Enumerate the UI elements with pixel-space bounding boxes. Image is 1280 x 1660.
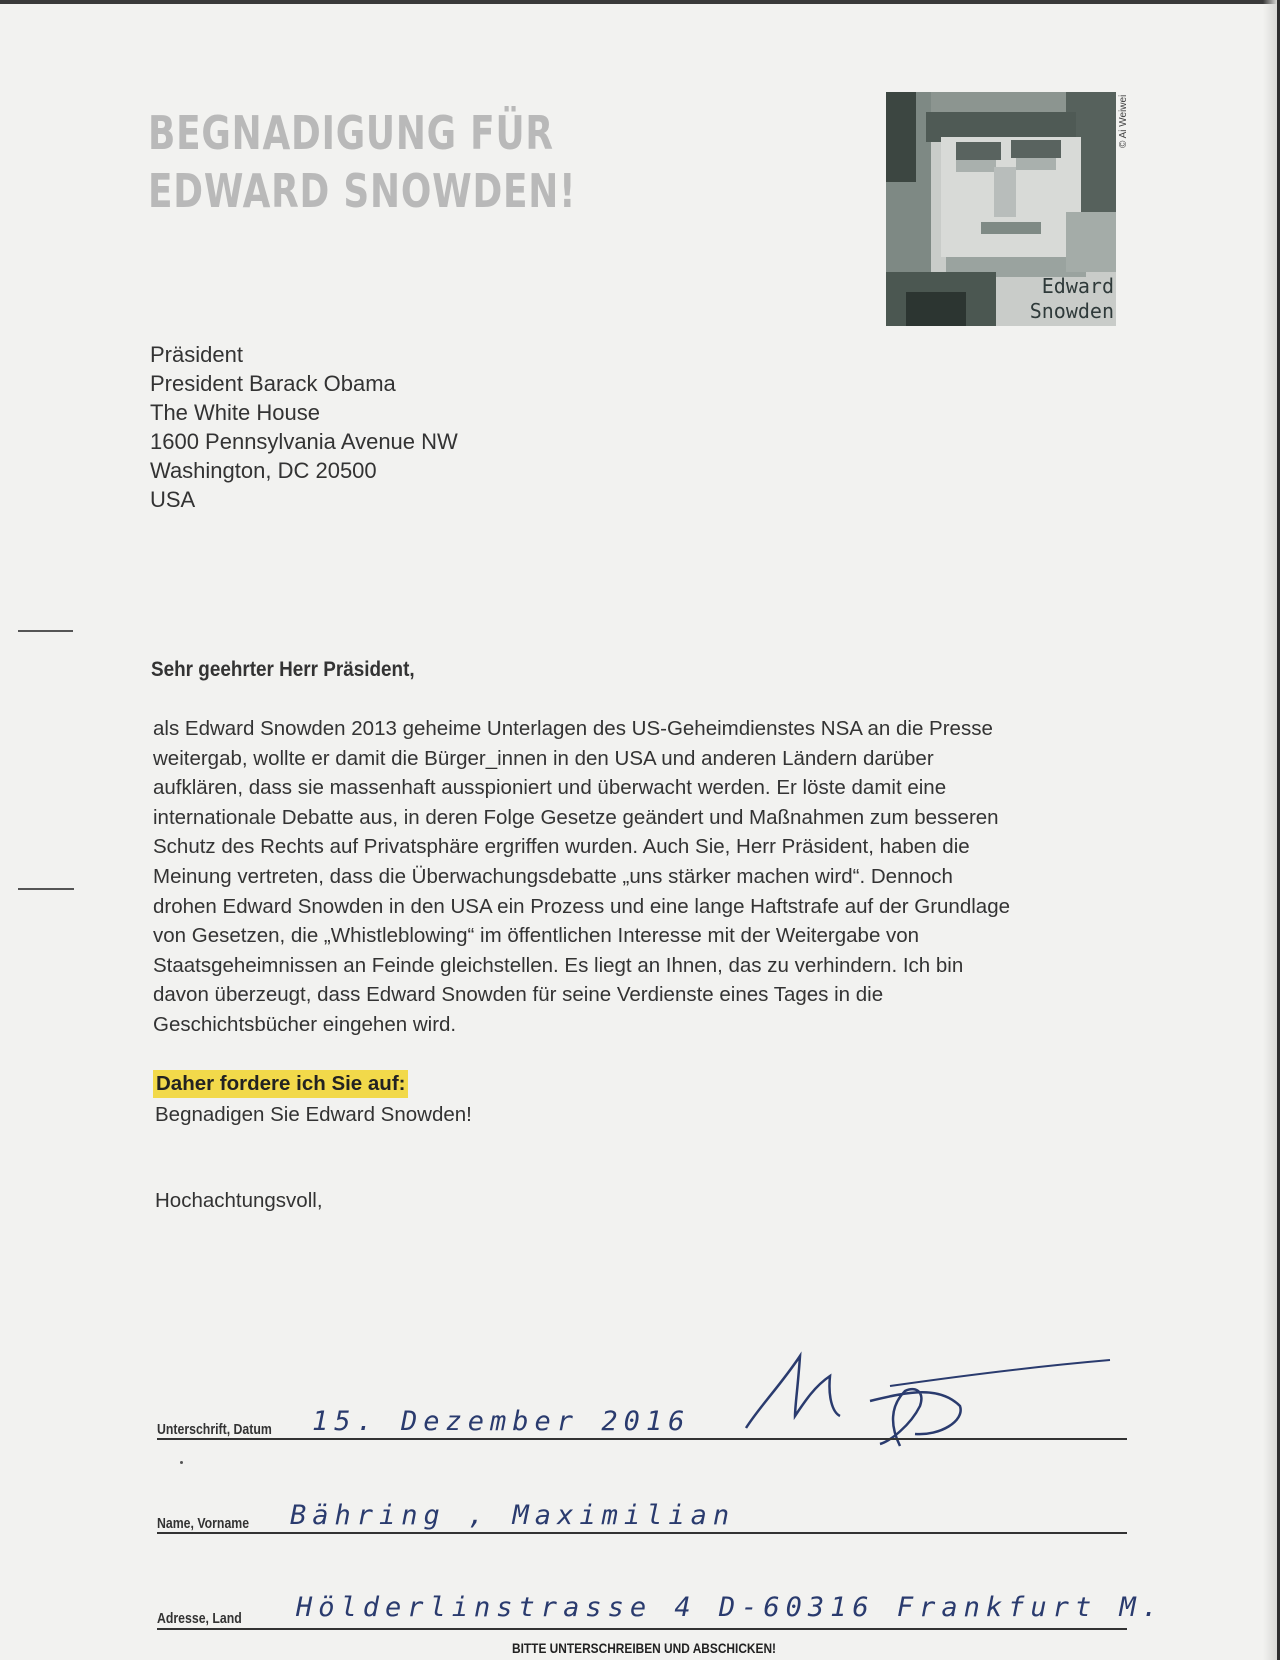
demand-text: Begnadigen Sie Edward Snowden!	[155, 1103, 472, 1126]
signature-date-label: Unterschrift, Datum	[157, 1421, 272, 1438]
name-label: Name, Vorname	[157, 1515, 250, 1532]
body-line: davon überzeugt, dass Edward Snowden für seine Verdienste eines Tages in die	[153, 983, 884, 1007]
address-line: The White House	[150, 400, 320, 425]
address-line: USA	[150, 487, 196, 512]
recipient-address	[150, 340, 458, 514]
letter-body	[153, 714, 1158, 1040]
page-right-shadow	[1263, 0, 1277, 1660]
salutation: Sehr geehrter Herr Präsident,	[151, 658, 415, 681]
body-line: internationale Debatte aus, in deren Folge Gesetze geändert und Maßnahmen zum besseren	[153, 805, 999, 829]
portrait-caption-line-1: Edward	[1041, 274, 1114, 298]
fold-mark-1	[18, 630, 73, 632]
closing: Hochachtungsvoll,	[155, 1189, 323, 1212]
demand-highlight: Daher fordere ich Sie auf:	[153, 1070, 408, 1098]
address-line-rule	[157, 1628, 1127, 1630]
signature-mark	[740, 1346, 1120, 1456]
body-line: Staatsgeheimnissen an Feinde gleichstellen. Es liegt an Ihnen, das zu verhindern. Ich bin	[153, 953, 964, 977]
address-line: 1600 Pennsylvania Avenue NW	[150, 429, 458, 454]
headline-line-1: BEGNADIGUNG FÜR	[148, 106, 554, 160]
body-line: aufklären, dass sie massenhaft ausspioniert und überwacht werden. Er löste damit eine	[153, 776, 947, 800]
footer-note: BITTE UNTERSCHREIBEN UND ABSCHICKEN!	[512, 1640, 777, 1656]
body-line: Schutz des Rechts auf Privatsphäre ergriffen wurden. Auch Sie, Herr Präsident, haben die	[153, 835, 970, 859]
name-line	[157, 1532, 1127, 1534]
headline-line-2: EDWARD SNOWDEN!	[148, 164, 577, 218]
address-label: Adresse, Land	[157, 1610, 242, 1627]
portrait-caption-line-2: Snowden	[1029, 299, 1114, 323]
headline	[148, 104, 576, 220]
body-line: drohen Edward Snowden in den USA ein Prozess und eine lange Haftstrafe auf der Grundlage	[153, 894, 1010, 918]
body-line: weitergab, wollte er damit die Bürger_innen in den USA und anderen Ländern darüber	[153, 746, 934, 770]
address-value[interactable]: Hölderlinstrasse 4 D-60316 Frankfurt M.	[296, 1592, 1164, 1623]
portrait-caption	[1020, 274, 1114, 324]
signature-line	[157, 1438, 1127, 1440]
address-line: President Barack Obama	[150, 371, 396, 396]
body-line: als Edward Snowden 2013 geheime Unterlagen des US-Geheimdienstes NSA an die Presse	[153, 717, 993, 740]
body-line: Geschichtsbücher eingehen wird.	[153, 1012, 457, 1036]
name-value[interactable]: Bähring , Maximilian	[290, 1500, 736, 1531]
speck	[180, 1461, 183, 1464]
body-line: Meinung vertreten, dass die Überwachungsdebatte „uns stärker machen wird“. Dennoch	[153, 864, 953, 888]
photo-credit: © Ai Weiwei	[1118, 94, 1129, 148]
address-line: Präsident	[150, 342, 243, 367]
signature-date-value[interactable]: 15. Dezember 2016	[312, 1406, 691, 1437]
body-line: von Gesetzen, die „Whistleblowing“ im öffentlichen Interesse mit der Weitergabe von	[153, 924, 920, 948]
fold-mark-2	[18, 888, 74, 890]
page-top-edge	[0, 0, 1280, 4]
address-line: Washington, DC 20500	[150, 458, 377, 483]
